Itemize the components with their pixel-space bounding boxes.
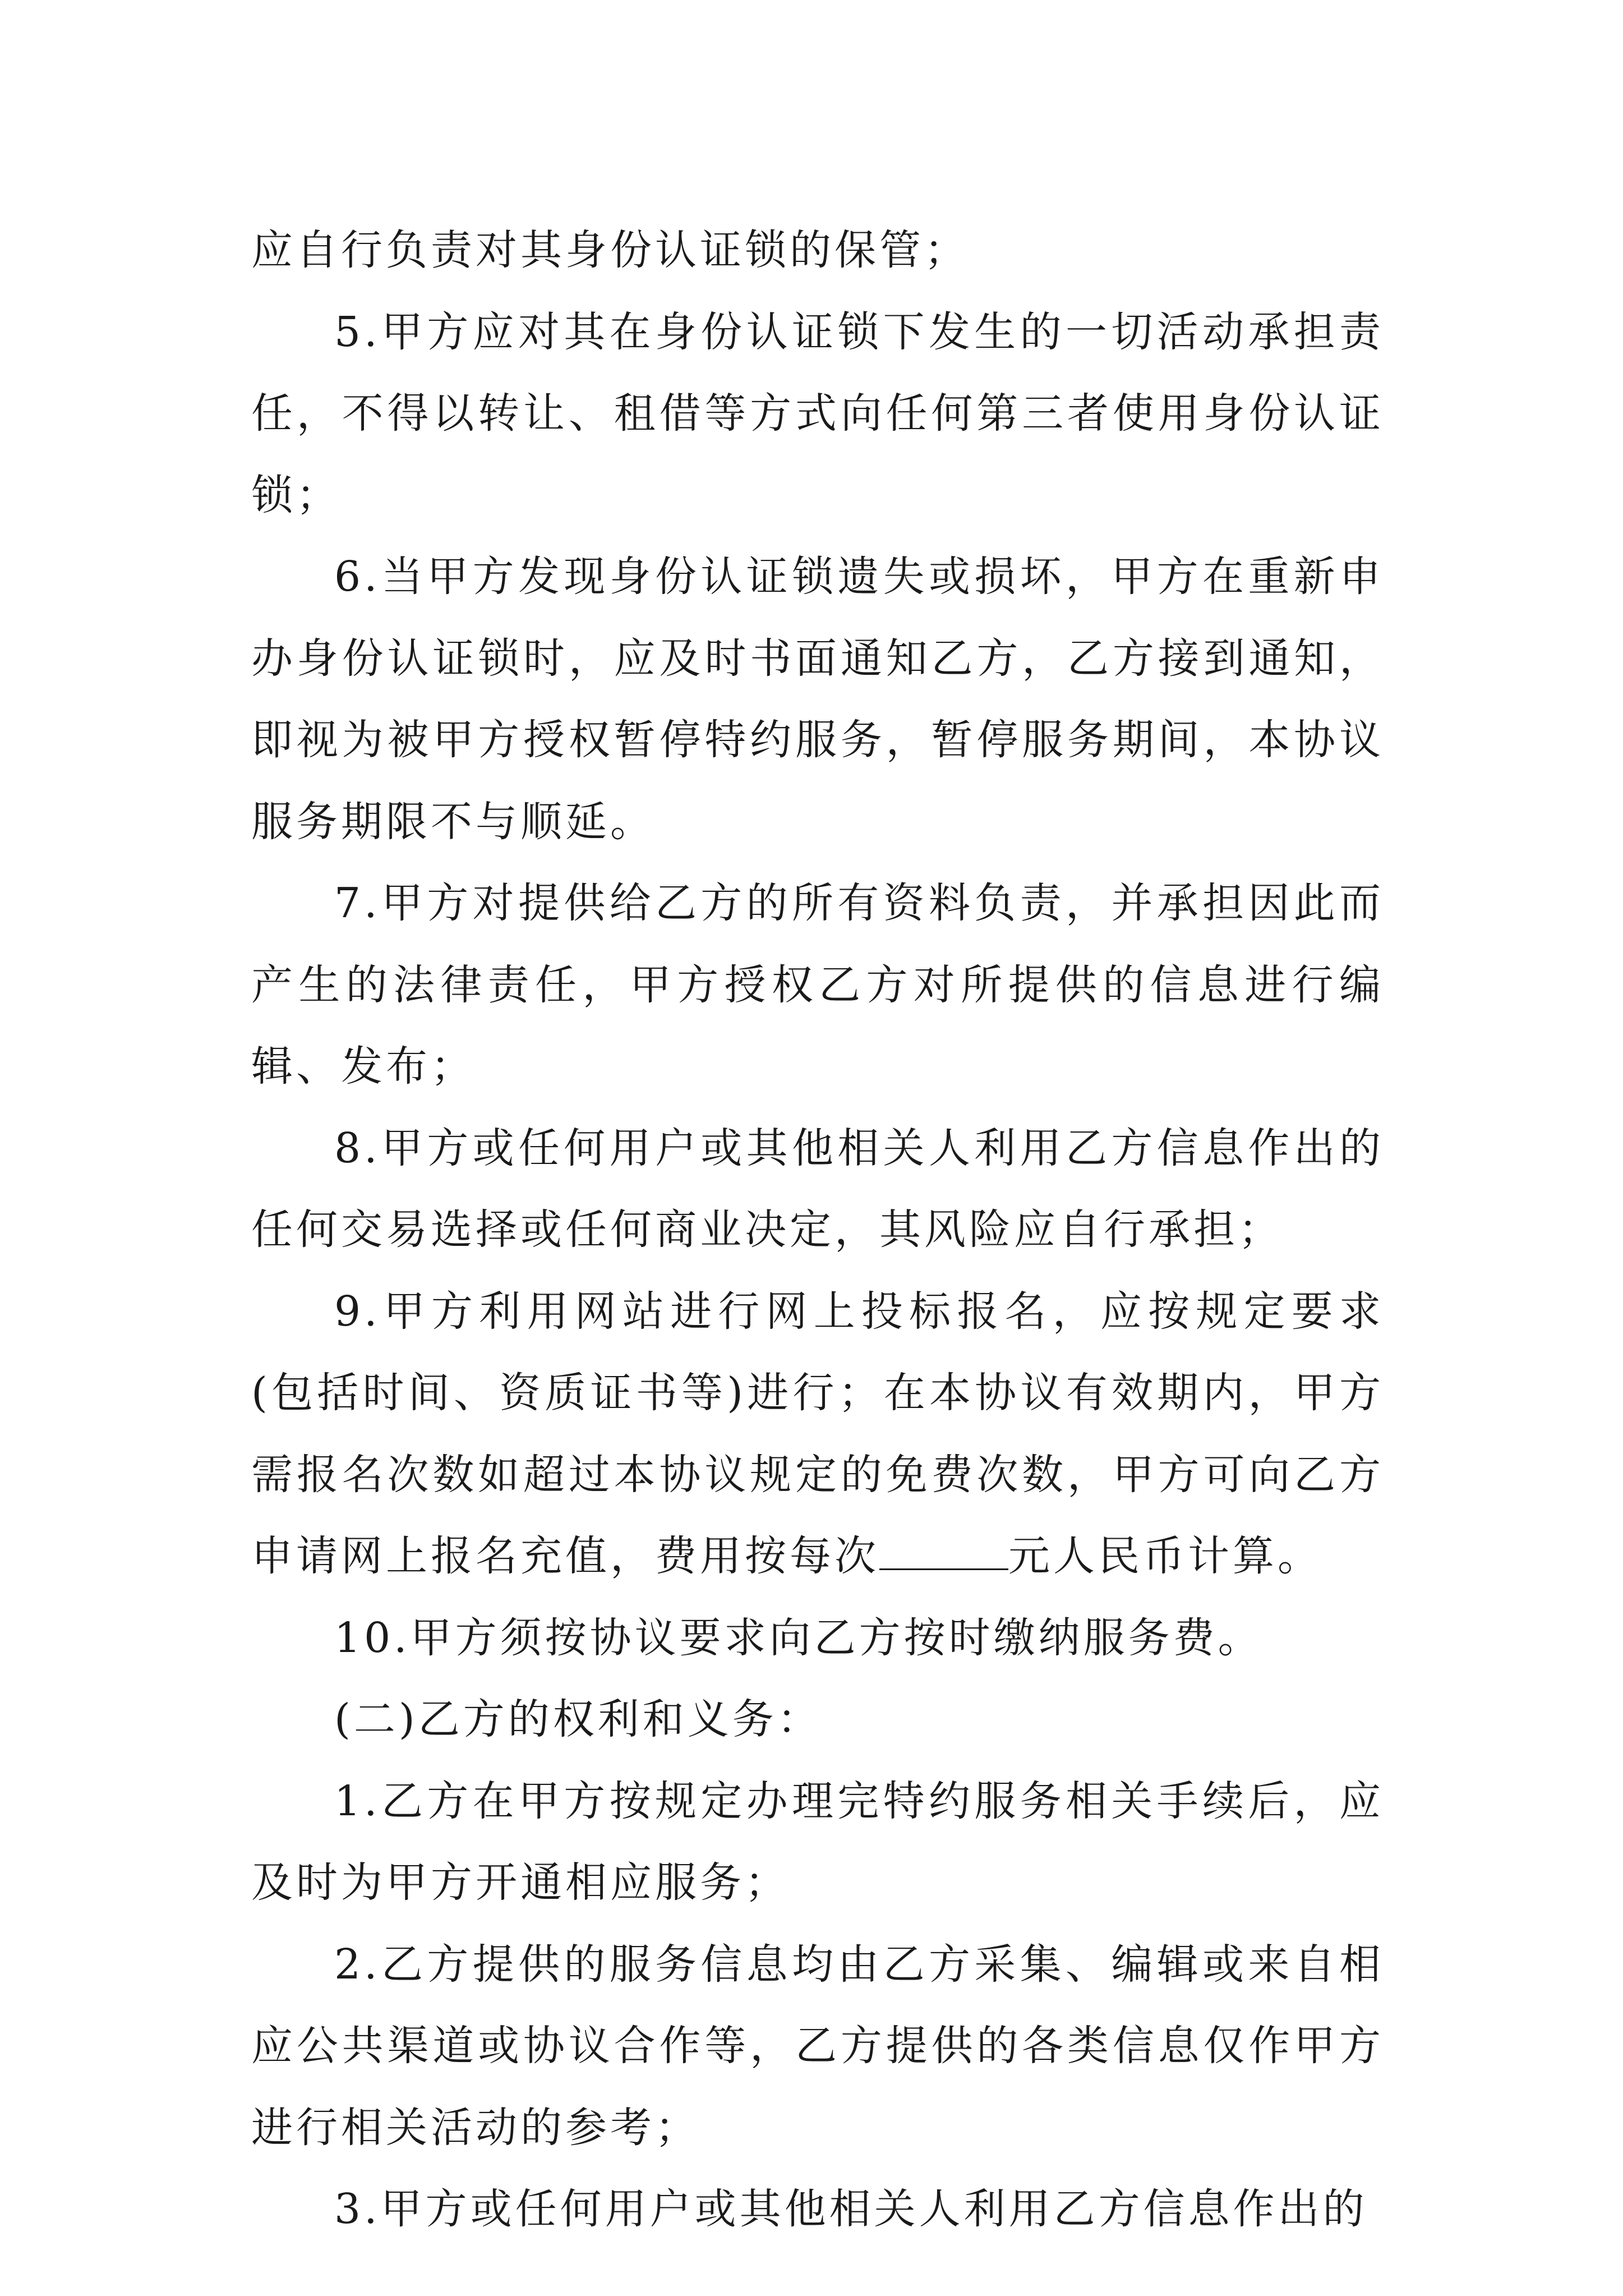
paragraph-5: 8.甲方或任何用户或其他相关人利用乙方信息作出的任何交易选择或任何商业决定，其风险应自行承担； <box>251 1124 1384 1254</box>
paragraph-6 <box>251 1271 1384 1598</box>
paragraph-2: 5.甲方应对其在身份认证锁下发生的一切活动承担责任，不得以转让、租借等方式向任何第三者使用身份认证锁； <box>251 307 1384 519</box>
paragraph-11: 3.甲方或任何用户或其他相关人利用乙方信息作出的 <box>334 2185 1368 2233</box>
fee-blank-line <box>879 1535 1008 1570</box>
paragraph-1: 应自行负责对其身份认证锁的保管； <box>251 226 969 274</box>
paragraph-10: 2.乙方提供的服务信息均由乙方采集、编辑或来自相应公共渠道或协议合作等，乙方提供的各类信息仅作甲方进行相关活动的参考； <box>251 1940 1384 2152</box>
paragraph-6-text-before: 9.甲方利用网站进行网上投标报名，应按规定要求(包括时间、资质证书等)进行；在本协议有效期内，甲方需报名次数如超过本协议规定的免费次数，甲方可向乙方申请网上报名充值，费用按每次 <box>251 1287 1384 1580</box>
paragraph-6-text-after: 元人民币计算。 <box>1008 1532 1322 1580</box>
paragraph-4: 7.甲方对提供给乙方的所有资料负责，并承担因此而产生的法律责任，甲方授权乙方对所提供的信息进行编辑、发布； <box>251 879 1384 1091</box>
paragraph-7: 10.甲方须按协议要求向乙方按时缴纳服务费。 <box>334 1613 1263 1662</box>
paragraph-3: 6.当甲方发现身份认证锁遗失或损坏，甲方在重新申办身份认证锁时，应及时书面通知乙方，乙方接到通知，即视为被甲方授权暂停特约服务，暂停服务期间，本协议服务期限不与顺延。 <box>251 553 1384 846</box>
section-heading: (二)乙方的权利和义务： <box>334 1695 822 1743</box>
paragraph-9: 1.乙方在甲方按规定办理完特约服务相关手续后，应及时为甲方开通相应服务； <box>251 1777 1384 1907</box>
document-body <box>251 210 1384 2251</box>
